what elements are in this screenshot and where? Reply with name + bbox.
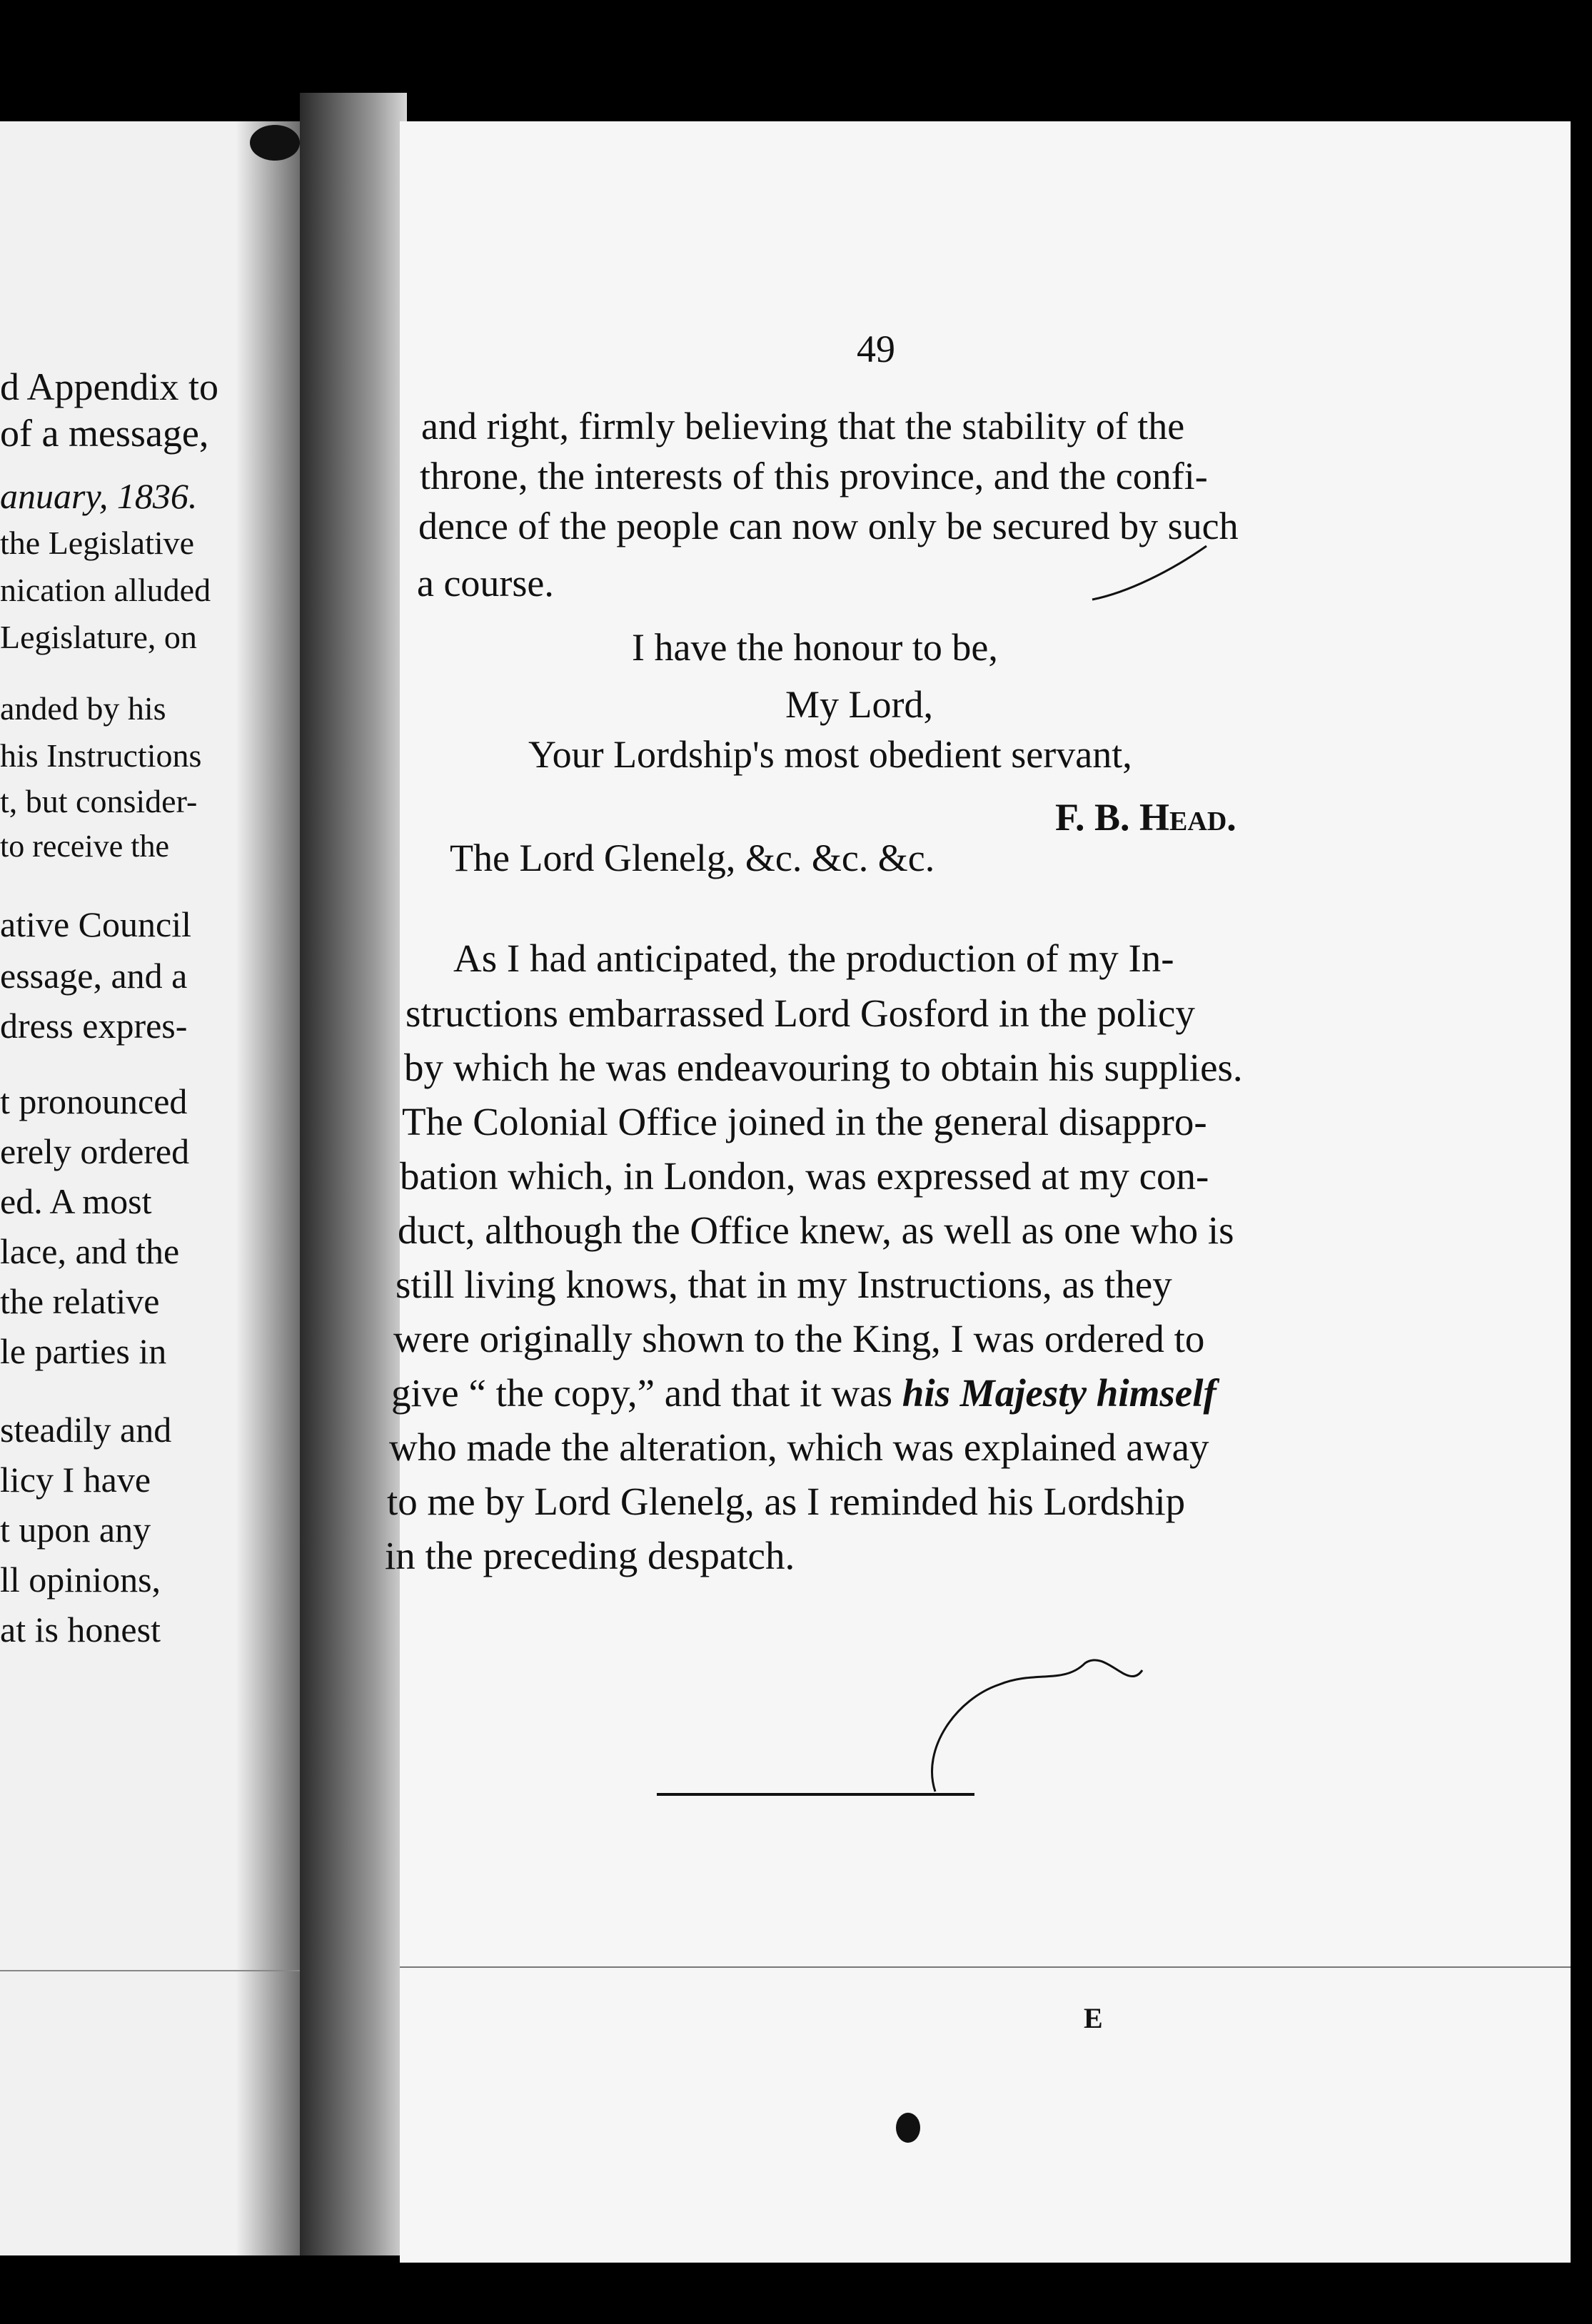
left-line-15: erely ordered <box>0 1131 190 1171</box>
pen-stroke <box>1085 542 1214 607</box>
book-gutter <box>300 93 407 2255</box>
left-line-17: lace, and the <box>0 1231 180 1271</box>
left-line-10: to receive the <box>0 829 169 864</box>
emphasis-his-majesty: his Majesty himself <box>902 1371 1216 1415</box>
signature: F. B. Head. <box>1055 796 1236 839</box>
left-line-14: t pronounced <box>0 1081 188 1121</box>
para1-line-1: and right, firmly believing that the stability of the <box>421 405 1185 448</box>
para2-line-3: by which he was endeavouring to obtain his supplies. <box>404 1046 1243 1089</box>
left-line-24: at is honest <box>0 1610 161 1649</box>
left-line-18: the relative <box>0 1281 160 1321</box>
signature-mark: E <box>1084 2002 1103 2034</box>
para1-line-4: a course. <box>417 562 554 605</box>
para2-line-10: who made the alteration, which was explained away <box>389 1425 1209 1469</box>
left-line-19: le parties in <box>0 1331 167 1371</box>
left-line-2: of a message, <box>0 412 209 455</box>
ink-blot <box>250 125 300 161</box>
left-page <box>0 121 300 2255</box>
para2-line-11: to me by Lord Glenelg, as I reminded his Lordship <box>387 1480 1186 1523</box>
para2-line-12: in the preceding despatch. <box>385 1534 795 1577</box>
left-line-20: steadily and <box>0 1410 172 1450</box>
para2-line-4: The Colonial Office joined in the general disappro- <box>402 1100 1207 1143</box>
para1-line-3: dence of the people can now only be secured by such <box>418 505 1239 547</box>
para2-line-2: structions embarrassed Lord Gosford in the policy <box>405 991 1195 1035</box>
para2-line-9 <box>391 1373 1216 1413</box>
para2-line-8: were originally shown to the King, I was ordered to <box>393 1317 1205 1360</box>
left-page-bottom-rule <box>0 1970 300 1971</box>
left-line-13: dress expres- <box>0 1006 188 1046</box>
left-line-23: ll opinions, <box>0 1560 161 1600</box>
para1-line-2: throne, the interests of this province, and the confi- <box>420 455 1208 497</box>
left-line-7: anded by his <box>0 690 166 727</box>
addressee: The Lord Glenelg, &c. &c. &c. <box>450 837 935 879</box>
para2-line-9-text: give “ the copy,” and that it was <box>391 1371 902 1415</box>
para2-line-1: As I had anticipated, the production of my In- <box>453 936 1174 980</box>
page-bottom-rule <box>400 1966 1571 1968</box>
left-line-22: t upon any <box>0 1510 151 1550</box>
page-number: 49 <box>857 328 895 370</box>
left-line-3: anuary, 1836. <box>0 476 198 516</box>
left-line-6: Legislature, on <box>0 619 197 655</box>
ink-ornament <box>896 2113 920 2143</box>
closing-honour: I have the honour to be, <box>632 626 998 669</box>
left-line-5: nication alluded <box>0 572 211 608</box>
para2-line-7: still living knows, that in my Instructions, as they <box>396 1263 1172 1306</box>
left-line-1: d Appendix to <box>0 365 218 408</box>
para2-line-6: duct, although the Office knew, as well as one who is <box>398 1208 1234 1252</box>
closing-servant: Your Lordship's most obedient servant, <box>528 733 1132 776</box>
left-page-shadow <box>236 121 300 2255</box>
para2-line-5: bation which, in London, was expressed at my con- <box>400 1154 1209 1198</box>
left-line-8: his Instructions <box>0 737 202 774</box>
pen-scribble <box>914 1642 1171 1806</box>
left-line-21: licy I have <box>0 1460 151 1500</box>
left-line-4: the Legislative <box>0 525 195 561</box>
section-rule <box>657 1793 974 1796</box>
closing-salutation: My Lord, <box>785 683 933 726</box>
left-line-16: ed. A most <box>0 1181 152 1221</box>
left-line-12: essage, and a <box>0 956 188 996</box>
left-line-9: t, but consider- <box>0 783 198 819</box>
left-line-11: ative Council <box>0 904 191 944</box>
